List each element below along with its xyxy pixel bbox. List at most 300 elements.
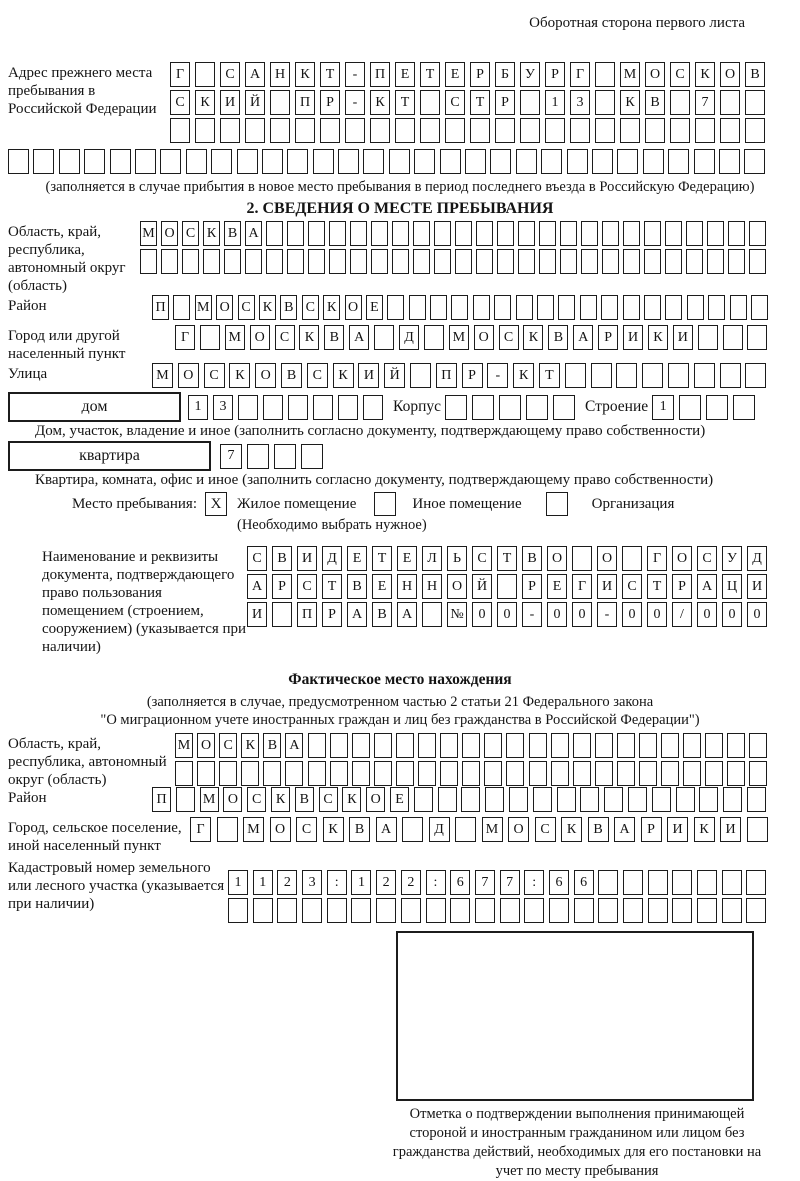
- char-cell[interactable]: [371, 221, 388, 246]
- char-cell[interactable]: И: [220, 90, 240, 115]
- char-cell[interactable]: [747, 817, 768, 842]
- char-cell[interactable]: [745, 118, 765, 143]
- char-cell[interactable]: [497, 574, 517, 599]
- char-cell[interactable]: Р: [522, 574, 542, 599]
- char-cell[interactable]: И: [720, 817, 741, 842]
- char-cell[interactable]: [728, 249, 745, 274]
- char-cell[interactable]: К: [229, 363, 250, 388]
- char-cell[interactable]: [352, 733, 370, 758]
- char-cell[interactable]: [644, 249, 661, 274]
- char-cell[interactable]: С: [182, 221, 199, 246]
- char-cell[interactable]: [697, 870, 717, 895]
- char-cell[interactable]: [595, 62, 615, 87]
- char-cell[interactable]: В: [263, 733, 281, 758]
- char-cell[interactable]: М: [243, 817, 264, 842]
- char-cell[interactable]: Д: [399, 325, 419, 350]
- char-cell[interactable]: К: [323, 817, 344, 842]
- char-cell[interactable]: Р: [641, 817, 662, 842]
- char-cell[interactable]: [371, 249, 388, 274]
- char-cell[interactable]: 1: [228, 870, 248, 895]
- char-cell[interactable]: М: [225, 325, 245, 350]
- char-cell[interactable]: [749, 221, 766, 246]
- char-cell[interactable]: Е: [395, 62, 415, 87]
- char-cell[interactable]: В: [645, 90, 665, 115]
- char-cell[interactable]: Р: [462, 363, 483, 388]
- char-cell[interactable]: [409, 295, 426, 320]
- char-cell[interactable]: [176, 787, 195, 812]
- char-cell[interactable]: И: [673, 325, 693, 350]
- checkbox-other-premises[interactable]: [374, 492, 396, 516]
- char-cell[interactable]: 1: [545, 90, 565, 115]
- char-cell[interactable]: [396, 733, 414, 758]
- char-cell[interactable]: Е: [547, 574, 567, 599]
- char-cell[interactable]: К: [513, 363, 534, 388]
- char-cell[interactable]: [604, 787, 623, 812]
- char-cell[interactable]: [426, 898, 446, 923]
- char-cell[interactable]: [301, 444, 323, 469]
- char-cell[interactable]: 2: [401, 870, 421, 895]
- char-cell[interactable]: [175, 761, 193, 786]
- char-cell[interactable]: 1: [253, 870, 273, 895]
- char-cell[interactable]: :: [524, 870, 544, 895]
- char-cell[interactable]: [541, 149, 562, 174]
- char-cell[interactable]: П: [152, 787, 171, 812]
- char-cell[interactable]: [623, 221, 640, 246]
- char-cell[interactable]: 3: [302, 870, 322, 895]
- char-cell[interactable]: Н: [397, 574, 417, 599]
- char-cell[interactable]: [8, 149, 29, 174]
- char-cell[interactable]: [686, 221, 703, 246]
- char-cell[interactable]: О: [223, 787, 242, 812]
- char-cell[interactable]: [270, 90, 290, 115]
- char-cell[interactable]: С: [307, 363, 328, 388]
- char-cell[interactable]: [173, 295, 190, 320]
- char-cell[interactable]: [672, 870, 692, 895]
- char-cell[interactable]: Д: [747, 546, 767, 571]
- char-cell[interactable]: К: [620, 90, 640, 115]
- char-cell[interactable]: О: [597, 546, 617, 571]
- char-cell[interactable]: [723, 325, 743, 350]
- char-cell[interactable]: [434, 249, 451, 274]
- char-cell[interactable]: Н: [270, 62, 290, 87]
- char-cell[interactable]: [694, 149, 715, 174]
- char-cell[interactable]: П: [152, 295, 169, 320]
- char-cell[interactable]: [351, 898, 371, 923]
- char-cell[interactable]: [668, 149, 689, 174]
- char-cell[interactable]: [670, 90, 690, 115]
- char-cell[interactable]: О: [255, 363, 276, 388]
- char-cell[interactable]: [639, 733, 657, 758]
- char-cell[interactable]: [727, 761, 745, 786]
- char-cell[interactable]: А: [285, 733, 303, 758]
- char-cell[interactable]: [719, 149, 740, 174]
- char-cell[interactable]: К: [370, 90, 390, 115]
- char-cell[interactable]: [591, 363, 612, 388]
- char-cell[interactable]: Т: [372, 546, 392, 571]
- char-cell[interactable]: [683, 761, 701, 786]
- char-cell[interactable]: [350, 249, 367, 274]
- char-cell[interactable]: К: [648, 325, 668, 350]
- char-cell[interactable]: С: [238, 295, 255, 320]
- char-cell[interactable]: А: [349, 325, 369, 350]
- char-cell[interactable]: [392, 221, 409, 246]
- char-cell[interactable]: [392, 249, 409, 274]
- char-cell[interactable]: [270, 118, 290, 143]
- char-cell[interactable]: [639, 761, 657, 786]
- char-cell[interactable]: [363, 395, 383, 420]
- char-cell[interactable]: И: [747, 574, 767, 599]
- char-cell[interactable]: [623, 898, 643, 923]
- char-cell[interactable]: А: [697, 574, 717, 599]
- char-cell[interactable]: [623, 870, 643, 895]
- char-cell[interactable]: [266, 249, 283, 274]
- char-cell[interactable]: К: [523, 325, 543, 350]
- char-cell[interactable]: [211, 149, 232, 174]
- char-cell[interactable]: [602, 249, 619, 274]
- char-cell[interactable]: [203, 249, 220, 274]
- char-cell[interactable]: П: [436, 363, 457, 388]
- char-cell[interactable]: Е: [445, 62, 465, 87]
- char-cell[interactable]: [170, 118, 190, 143]
- char-cell[interactable]: [598, 870, 618, 895]
- char-cell[interactable]: Р: [272, 574, 292, 599]
- char-cell[interactable]: [476, 221, 493, 246]
- char-cell[interactable]: 0: [497, 602, 517, 627]
- char-cell[interactable]: [330, 761, 348, 786]
- char-cell[interactable]: [623, 295, 640, 320]
- char-cell[interactable]: [746, 870, 766, 895]
- char-cell[interactable]: М: [152, 363, 173, 388]
- char-cell[interactable]: [266, 221, 283, 246]
- char-cell[interactable]: 7: [475, 870, 495, 895]
- char-cell[interactable]: К: [259, 295, 276, 320]
- char-cell[interactable]: [616, 363, 637, 388]
- char-cell[interactable]: [224, 249, 241, 274]
- char-cell[interactable]: [485, 787, 504, 812]
- char-cell[interactable]: М: [140, 221, 157, 246]
- char-cell[interactable]: М: [449, 325, 469, 350]
- char-cell[interactable]: [418, 733, 436, 758]
- char-cell[interactable]: [706, 395, 728, 420]
- char-cell[interactable]: Т: [497, 546, 517, 571]
- char-cell[interactable]: :: [426, 870, 446, 895]
- char-cell[interactable]: С: [275, 325, 295, 350]
- char-cell[interactable]: [288, 395, 308, 420]
- char-cell[interactable]: [110, 149, 131, 174]
- char-cell[interactable]: [455, 249, 472, 274]
- char-cell[interactable]: [262, 149, 283, 174]
- char-cell[interactable]: 2: [277, 870, 297, 895]
- char-cell[interactable]: [581, 249, 598, 274]
- char-cell[interactable]: [670, 118, 690, 143]
- char-cell[interactable]: [197, 761, 215, 786]
- char-cell[interactable]: [445, 395, 467, 420]
- char-cell[interactable]: С: [247, 787, 266, 812]
- char-cell[interactable]: С: [445, 90, 465, 115]
- char-cell[interactable]: В: [522, 546, 542, 571]
- char-cell[interactable]: О: [270, 817, 291, 842]
- char-cell[interactable]: Т: [395, 90, 415, 115]
- char-cell[interactable]: [707, 221, 724, 246]
- char-cell[interactable]: [430, 295, 447, 320]
- char-cell[interactable]: О: [366, 787, 385, 812]
- char-cell[interactable]: Г: [647, 546, 667, 571]
- char-cell[interactable]: [602, 221, 619, 246]
- char-cell[interactable]: 6: [450, 870, 470, 895]
- char-cell[interactable]: [539, 221, 556, 246]
- char-cell[interactable]: [476, 249, 493, 274]
- char-cell[interactable]: 0: [572, 602, 592, 627]
- char-cell[interactable]: [217, 817, 238, 842]
- char-cell[interactable]: О: [161, 221, 178, 246]
- char-cell[interactable]: [195, 62, 215, 87]
- char-cell[interactable]: [490, 149, 511, 174]
- char-cell[interactable]: К: [241, 733, 259, 758]
- char-cell[interactable]: -: [345, 90, 365, 115]
- char-cell[interactable]: [420, 90, 440, 115]
- char-cell[interactable]: [516, 149, 537, 174]
- char-cell[interactable]: 0: [697, 602, 717, 627]
- char-cell[interactable]: В: [588, 817, 609, 842]
- char-cell[interactable]: [253, 898, 273, 923]
- char-cell[interactable]: [595, 761, 613, 786]
- char-cell[interactable]: Е: [372, 574, 392, 599]
- char-cell[interactable]: Р: [672, 574, 692, 599]
- char-cell[interactable]: М: [175, 733, 193, 758]
- char-cell[interactable]: 0: [547, 602, 567, 627]
- char-cell[interactable]: [744, 149, 765, 174]
- char-cell[interactable]: В: [324, 325, 344, 350]
- char-cell[interactable]: К: [323, 295, 340, 320]
- char-cell[interactable]: М: [200, 787, 219, 812]
- char-cell[interactable]: О: [216, 295, 233, 320]
- char-cell[interactable]: [730, 295, 747, 320]
- char-cell[interactable]: [573, 761, 591, 786]
- char-cell[interactable]: Е: [397, 546, 417, 571]
- char-cell[interactable]: Г: [170, 62, 190, 87]
- char-cell[interactable]: [518, 249, 535, 274]
- char-cell[interactable]: [438, 787, 457, 812]
- char-cell[interactable]: [622, 546, 642, 571]
- char-cell[interactable]: [161, 249, 178, 274]
- char-cell[interactable]: [537, 295, 554, 320]
- char-cell[interactable]: [450, 898, 470, 923]
- char-cell[interactable]: [545, 118, 565, 143]
- char-cell[interactable]: В: [372, 602, 392, 627]
- char-cell[interactable]: [747, 787, 766, 812]
- checkbox-residential[interactable]: X: [205, 492, 227, 516]
- char-cell[interactable]: [722, 870, 742, 895]
- char-cell[interactable]: [245, 249, 262, 274]
- char-cell[interactable]: [573, 733, 591, 758]
- char-cell[interactable]: [422, 602, 442, 627]
- char-cell[interactable]: С: [204, 363, 225, 388]
- char-cell[interactable]: [529, 761, 547, 786]
- char-cell[interactable]: Г: [570, 62, 590, 87]
- char-cell[interactable]: [494, 295, 511, 320]
- char-cell[interactable]: С: [697, 546, 717, 571]
- char-cell[interactable]: [520, 118, 540, 143]
- char-cell[interactable]: -: [597, 602, 617, 627]
- char-cell[interactable]: П: [370, 62, 390, 87]
- char-cell[interactable]: [387, 295, 404, 320]
- char-cell[interactable]: -: [522, 602, 542, 627]
- char-cell[interactable]: Т: [320, 62, 340, 87]
- char-cell[interactable]: [686, 249, 703, 274]
- char-cell[interactable]: -: [487, 363, 508, 388]
- char-cell[interactable]: [747, 325, 767, 350]
- char-cell[interactable]: Р: [320, 90, 340, 115]
- char-cell[interactable]: В: [272, 546, 292, 571]
- char-cell[interactable]: К: [561, 817, 582, 842]
- char-cell[interactable]: [695, 118, 715, 143]
- char-cell[interactable]: [698, 325, 718, 350]
- char-cell[interactable]: [665, 249, 682, 274]
- char-cell[interactable]: Н: [422, 574, 442, 599]
- char-cell[interactable]: [472, 395, 494, 420]
- char-cell[interactable]: Р: [495, 90, 515, 115]
- char-cell[interactable]: О: [508, 817, 529, 842]
- char-cell[interactable]: -: [345, 62, 365, 87]
- char-cell[interactable]: [595, 733, 613, 758]
- char-cell[interactable]: К: [342, 787, 361, 812]
- char-cell[interactable]: [723, 787, 742, 812]
- char-cell[interactable]: [497, 249, 514, 274]
- char-cell[interactable]: М: [195, 295, 212, 320]
- char-cell[interactable]: [529, 733, 547, 758]
- char-cell[interactable]: 0: [647, 602, 667, 627]
- char-cell[interactable]: В: [745, 62, 765, 87]
- char-cell[interactable]: [580, 787, 599, 812]
- char-cell[interactable]: 6: [574, 870, 594, 895]
- char-cell[interactable]: А: [347, 602, 367, 627]
- char-cell[interactable]: [705, 761, 723, 786]
- char-cell[interactable]: [733, 395, 755, 420]
- char-cell[interactable]: [580, 295, 597, 320]
- char-cell[interactable]: С: [247, 546, 267, 571]
- char-cell[interactable]: У: [722, 546, 742, 571]
- char-cell[interactable]: [705, 733, 723, 758]
- char-cell[interactable]: [516, 295, 533, 320]
- char-cell[interactable]: [661, 761, 679, 786]
- char-cell[interactable]: [320, 118, 340, 143]
- char-cell[interactable]: [396, 761, 414, 786]
- char-cell[interactable]: [461, 787, 480, 812]
- char-cell[interactable]: [413, 249, 430, 274]
- char-cell[interactable]: К: [203, 221, 220, 246]
- char-cell[interactable]: [598, 898, 618, 923]
- char-cell[interactable]: 0: [722, 602, 742, 627]
- char-cell[interactable]: 3: [570, 90, 590, 115]
- char-cell[interactable]: К: [271, 787, 290, 812]
- char-cell[interactable]: [495, 118, 515, 143]
- char-cell[interactable]: С: [472, 546, 492, 571]
- char-cell[interactable]: Ь: [447, 546, 467, 571]
- char-cell[interactable]: [722, 898, 742, 923]
- char-cell[interactable]: К: [295, 62, 315, 87]
- char-cell[interactable]: [473, 295, 490, 320]
- char-cell[interactable]: [560, 249, 577, 274]
- char-cell[interactable]: [374, 761, 392, 786]
- char-cell[interactable]: К: [299, 325, 319, 350]
- char-cell[interactable]: [668, 363, 689, 388]
- char-cell[interactable]: [370, 118, 390, 143]
- char-cell[interactable]: [140, 249, 157, 274]
- char-cell[interactable]: В: [280, 295, 297, 320]
- char-cell[interactable]: Й: [384, 363, 405, 388]
- char-cell[interactable]: Е: [390, 787, 409, 812]
- char-cell[interactable]: О: [250, 325, 270, 350]
- char-cell[interactable]: [592, 149, 613, 174]
- char-cell[interactable]: №: [447, 602, 467, 627]
- char-cell[interactable]: [676, 787, 695, 812]
- char-cell[interactable]: [570, 118, 590, 143]
- char-cell[interactable]: [263, 395, 283, 420]
- char-cell[interactable]: А: [247, 574, 267, 599]
- char-cell[interactable]: А: [376, 817, 397, 842]
- char-cell[interactable]: [462, 733, 480, 758]
- char-cell[interactable]: К: [333, 363, 354, 388]
- char-cell[interactable]: [395, 118, 415, 143]
- char-cell[interactable]: 7: [220, 444, 242, 469]
- char-cell[interactable]: [135, 149, 156, 174]
- char-cell[interactable]: [524, 898, 544, 923]
- char-cell[interactable]: [84, 149, 105, 174]
- char-cell[interactable]: С: [296, 817, 317, 842]
- char-cell[interactable]: А: [614, 817, 635, 842]
- char-cell[interactable]: [418, 761, 436, 786]
- char-cell[interactable]: [642, 363, 663, 388]
- char-cell[interactable]: [749, 733, 767, 758]
- char-cell[interactable]: [263, 761, 281, 786]
- char-cell[interactable]: О: [547, 546, 567, 571]
- char-cell[interactable]: [374, 733, 392, 758]
- char-cell[interactable]: П: [297, 602, 317, 627]
- char-cell[interactable]: М: [482, 817, 503, 842]
- char-cell[interactable]: 6: [549, 870, 569, 895]
- char-cell[interactable]: [520, 90, 540, 115]
- char-cell[interactable]: Т: [647, 574, 667, 599]
- char-cell[interactable]: С: [220, 62, 240, 87]
- char-cell[interactable]: Р: [598, 325, 618, 350]
- char-cell[interactable]: [440, 733, 458, 758]
- char-cell[interactable]: Т: [539, 363, 560, 388]
- char-cell[interactable]: [462, 761, 480, 786]
- char-cell[interactable]: А: [573, 325, 593, 350]
- char-cell[interactable]: [401, 898, 421, 923]
- char-cell[interactable]: [330, 733, 348, 758]
- char-cell[interactable]: [553, 395, 575, 420]
- char-cell[interactable]: :: [327, 870, 347, 895]
- char-cell[interactable]: Ц: [722, 574, 742, 599]
- char-cell[interactable]: Р: [545, 62, 565, 87]
- char-cell[interactable]: [345, 118, 365, 143]
- char-cell[interactable]: [617, 761, 635, 786]
- char-cell[interactable]: Т: [322, 574, 342, 599]
- char-cell[interactable]: И: [623, 325, 643, 350]
- char-cell[interactable]: В: [548, 325, 568, 350]
- char-cell[interactable]: [338, 149, 359, 174]
- char-cell[interactable]: [727, 733, 745, 758]
- char-cell[interactable]: С: [670, 62, 690, 87]
- char-cell[interactable]: С: [219, 733, 237, 758]
- char-cell[interactable]: [313, 149, 334, 174]
- char-cell[interactable]: [565, 363, 586, 388]
- char-cell[interactable]: [665, 221, 682, 246]
- char-cell[interactable]: [277, 898, 297, 923]
- char-cell[interactable]: [560, 221, 577, 246]
- char-cell[interactable]: [350, 221, 367, 246]
